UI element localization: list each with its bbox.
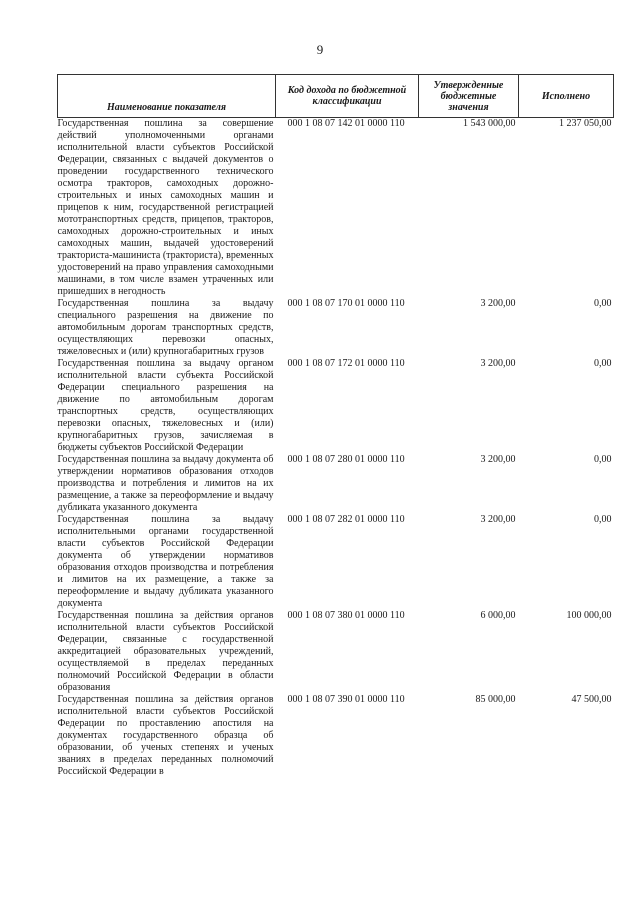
table-row xyxy=(58,454,614,514)
header-name: Наименование показателя xyxy=(58,75,276,118)
row-code: 000 1 08 07 282 01 0000 110 xyxy=(287,514,405,525)
row-approved: 1 543 000,00 xyxy=(463,118,516,129)
row-approved: 85 000,00 xyxy=(475,694,516,705)
row-executed: 0,00 xyxy=(594,298,612,309)
row-approved: 6 000,00 xyxy=(480,610,516,621)
table-row xyxy=(58,514,614,610)
row-approved: 3 200,00 xyxy=(480,514,516,525)
row-executed: 0,00 xyxy=(594,358,612,369)
row-name: Государственная пошлина за выдачу специального разрешения на движение по автомобильным дорогам транспортных средств, осуществляющих перевозки опасных, тяжеловесных и (или) крупногабаритных грузов xyxy=(57,298,274,357)
page-number: 9 xyxy=(316,42,324,57)
row-code: 000 1 08 07 170 01 0000 110 xyxy=(287,298,405,309)
row-executed: 100 000,00 xyxy=(566,610,612,621)
row-approved: 3 200,00 xyxy=(480,454,516,465)
table-row xyxy=(58,118,614,299)
row-code: 000 1 08 07 142 01 0000 110 xyxy=(287,118,405,129)
row-executed: 1 237 050,00 xyxy=(559,118,612,129)
row-name: Государственная пошлина за выдачу исполнительными органами государственной власти субъектов Российской Федерации документа об утверждении нормативов образования отходов производства и потребления и лимитов на их размещение, а также за переоформление и выдачу дубликата указанного документа xyxy=(57,514,274,609)
table-row xyxy=(58,694,614,778)
row-code: 000 1 08 07 280 01 0000 110 xyxy=(287,454,405,465)
row-name: Государственная пошлина за выдачу документа об утверждении нормативов образования отходов производства и потребления и лимитов на их размещение, а также за переоформление и выдачу дубликата указанного документа xyxy=(57,454,274,513)
row-approved: 3 200,00 xyxy=(480,358,516,369)
header-approved: Утвержденные бюджетные значения xyxy=(419,75,519,118)
row-name: Государственная пошлина за выдачу органом исполнительной власти субъекта Российской Федерации специального разрешения на движение по автомобильным дорогам транспортных средств, осуществляющих перевозки опасных, тяжеловесных и (или) крупногабаритных грузов, зачисляемая в бюджеты субъектов Российской Федерации xyxy=(57,358,274,453)
row-code: 000 1 08 07 390 01 0000 110 xyxy=(287,694,405,705)
row-executed: 0,00 xyxy=(594,454,612,465)
row-name: Государственная пошлина за совершение действий уполномоченными органами исполнительной власти субъектов Российской Федерации, связанных с выдачей документов о проведении государственного технического осмотра тракторов, самоходных дорожно-строительных и иных самоходных машин и прицепов к ним, государственной регистрацией мототранспортных средств, прицепов, тракторов, самоходных дорожно-строительных и иных самоходных машин, выдачей удостоверений тракториста-машиниста (тракториста), временных удостоверений на право управления самоходными машинами, в том числе взамен утраченных или пришедших в негодность xyxy=(57,118,274,297)
row-name: Государственная пошлина за действия органов исполнительной власти субъектов Российской Федерации, связанные с государственной аккредитацией образовательных учреждений, осуществляемой в пределах переданных полномочий Российской Федерации в области образования xyxy=(57,610,274,693)
row-approved: 3 200,00 xyxy=(480,298,516,309)
table-row xyxy=(58,298,614,358)
row-executed: 47 500,00 xyxy=(571,694,612,705)
row-code: 000 1 08 07 380 01 0000 110 xyxy=(287,610,405,621)
table-row xyxy=(58,358,614,454)
header-executed: Исполнено xyxy=(519,75,614,118)
table-header-row xyxy=(58,75,614,118)
row-executed: 0,00 xyxy=(594,514,612,525)
table-row xyxy=(58,610,614,694)
row-name: Государственная пошлина за действия органов исполнительной власти субъектов Российской Федерации по проставлению апостиля на документах государственного образца об образовании, об ученых степенях и ученых званиях в пределах переданных полномочий Российской Федерации в xyxy=(57,694,274,777)
budget-table xyxy=(57,74,614,778)
header-code: Код дохода по бюджетной классификации xyxy=(276,75,419,118)
row-code: 000 1 08 07 172 01 0000 110 xyxy=(287,358,405,369)
